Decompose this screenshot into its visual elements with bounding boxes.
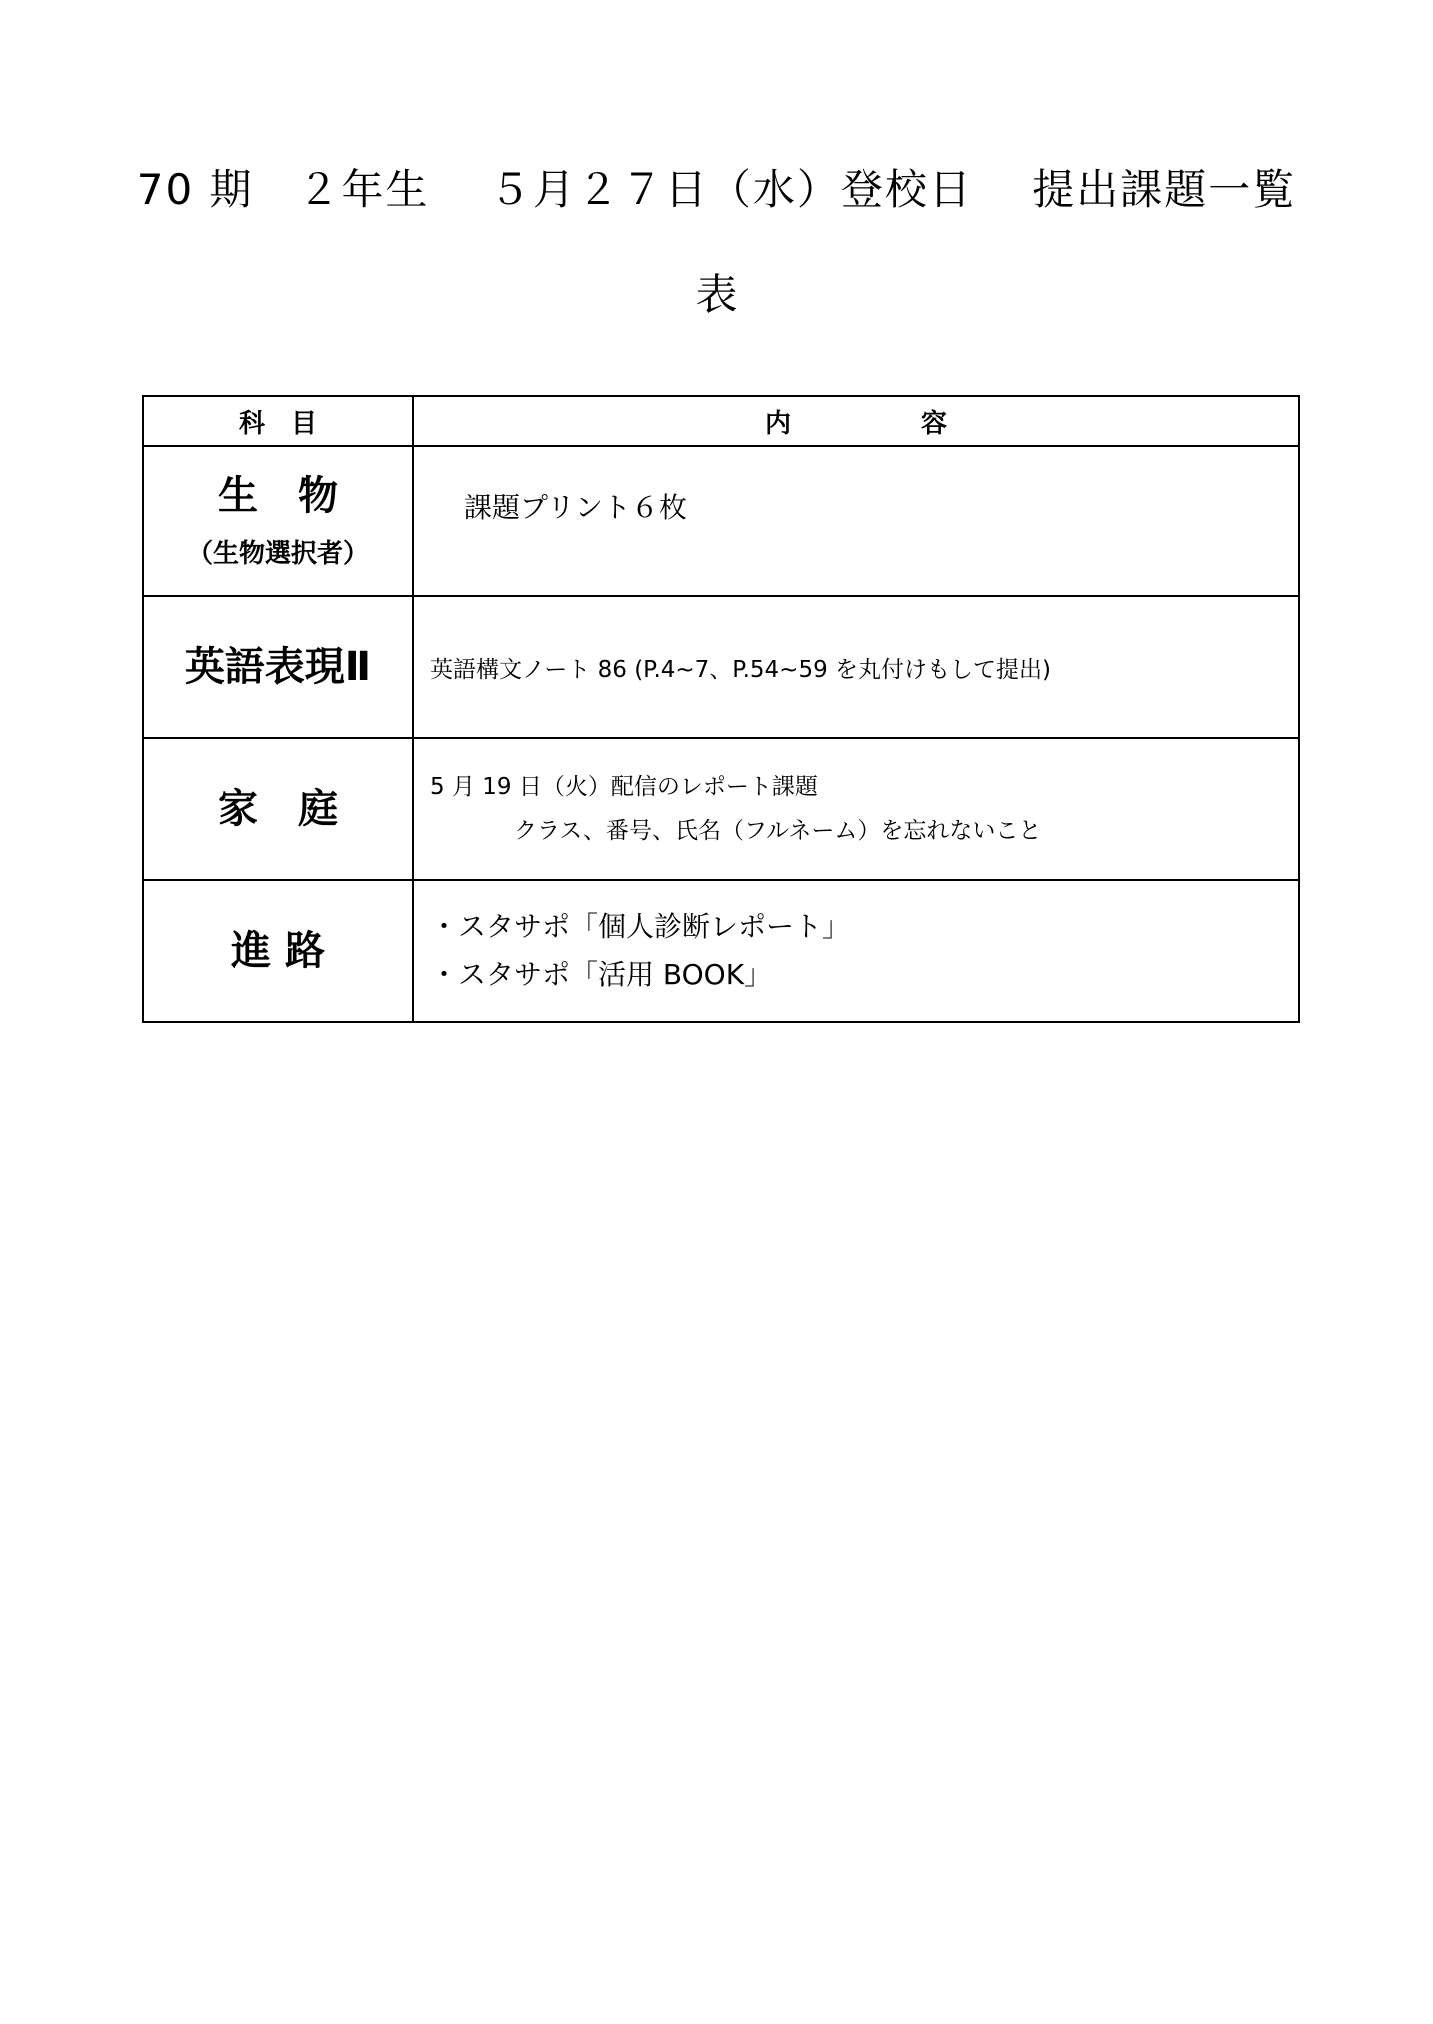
table-row [143, 446, 1299, 596]
subject-cell-home-economics [143, 738, 413, 880]
content-line: クラス、番号、氏名（フルネーム）を忘れないこと [514, 818, 1042, 844]
subject-name: 進 路 [231, 928, 325, 974]
subject-name: 家 庭 [218, 786, 338, 832]
table-row [143, 596, 1299, 738]
table-row [143, 880, 1299, 1022]
content-cell-english [413, 596, 1299, 738]
table-header-row [143, 396, 1299, 446]
subject-note: （生物選択者） [186, 539, 369, 569]
content-line: ・スタサポ「活用 BOOK」 [430, 958, 773, 991]
content-line: 課題プリント６枚 [464, 491, 687, 524]
document-title: 70 期 ２年生 ５月２７日（水）登校日 提出課題一覧 [136, 165, 1297, 214]
content-cell-career [413, 880, 1299, 1022]
assignments-table [142, 395, 1300, 1023]
subject-cell-english [143, 596, 413, 738]
header-content: 内 容 [413, 396, 1299, 446]
content-line: 5 月 19 日（火）配信のレポート課題 [430, 774, 818, 800]
subject-cell-career [143, 880, 413, 1022]
table-row [143, 738, 1299, 880]
content-line: 英語構文ノート 86 (P.4~7、P.54~59 を丸付けもして提出) [430, 656, 1051, 683]
subject-name: 生 物 [218, 473, 338, 519]
content-line: ・スタサポ「個人診断レポート」 [430, 910, 851, 943]
document-title-continued: 表 [695, 270, 738, 319]
content-cell-biology [413, 446, 1299, 596]
subject-cell-biology [143, 446, 413, 596]
content-cell-home-economics [413, 738, 1299, 880]
header-subject: 科 目 [143, 396, 413, 446]
subject-name: 英語表現Ⅱ [184, 644, 372, 690]
